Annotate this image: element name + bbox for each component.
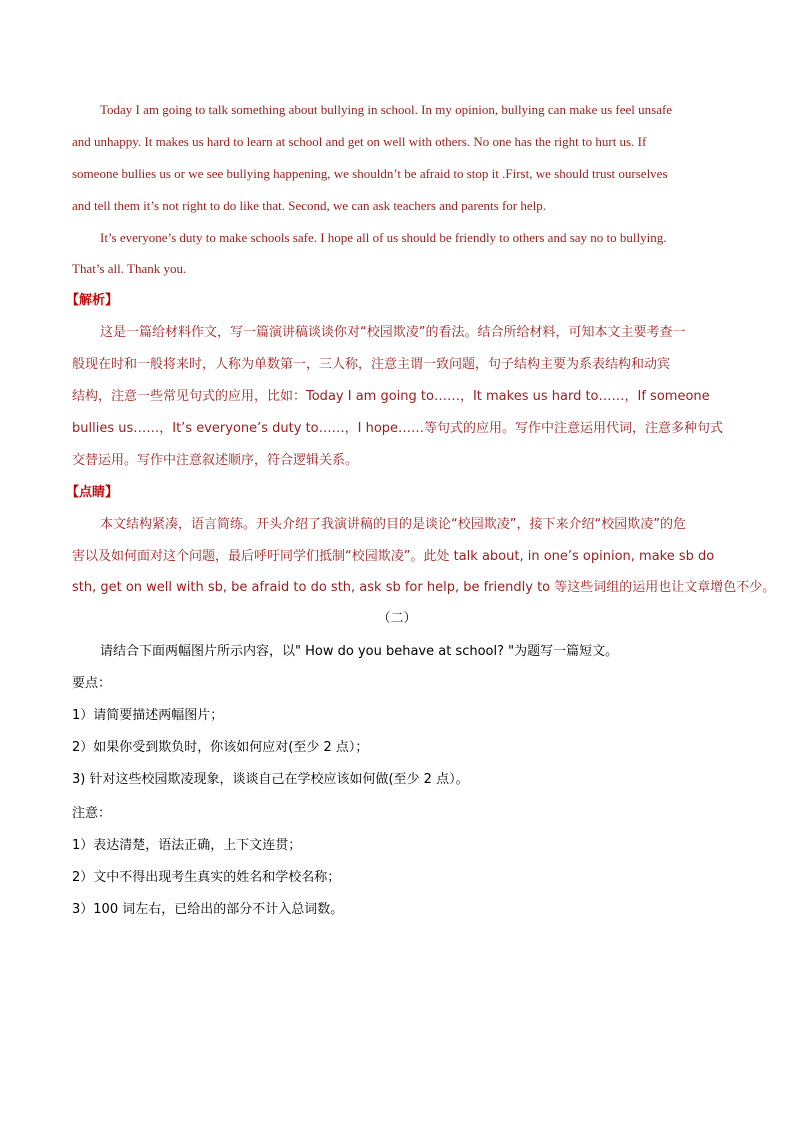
notes-label: 注意： xyxy=(72,806,112,821)
essay-line-3: someone bullies us or we see bullying happening, we shouldn’t be afraid to stop it .First, we should trust ourselves xyxy=(72,166,668,181)
point-1: 1）请简要描述两幅图片； xyxy=(72,708,224,723)
point-2: 2）如果你受到欺负时，你该如何应对(至少 2 点）； xyxy=(72,740,369,755)
essay-line-1: Today I am going to talk something about bullying in school. In my opinion, bullying can make us feel unsafe xyxy=(100,102,673,117)
highlight-line-1: 本文结构紧凑，语言简练。开头介绍了我演讲稿的目的是谈论“校园欺凌”，接下来介绍“校园欺凌”的危 xyxy=(100,517,686,532)
note-3: 3）100 词左右，已给出的部分不计入总词数。 xyxy=(72,902,344,917)
analysis-line-1: 这是一篇给材料作文，写一篇演讲稿谈谈你对“校园欺凌”的看法。结合所给材料，可知本文主要考查一 xyxy=(100,325,686,340)
essay-line-6: That’s all. Thank you. xyxy=(72,261,187,276)
essay-line-5: It’s everyone’s duty to make schools safe. I hope all of us should be friendly to others and say no to bullying. xyxy=(100,230,667,245)
analysis-line-3: 结构，注意一些常见句式的应用，比如：Today I am going to……，It makes us hard to……，If someone xyxy=(72,389,710,404)
points-label: 要点： xyxy=(72,676,112,691)
part2-title: （二） xyxy=(377,611,417,626)
analysis-line-4: bullies us……，It’s everyone’s duty to……，I hope……等句式的应用。写作中注意运用代词，注意多种句式 xyxy=(72,421,724,436)
essay-line-2: and unhappy. It makes us hard to learn at school and get on well with others. No one has the right to hurt us. If xyxy=(72,134,647,149)
note-1: 1）表达清楚，语法正确，上下文连贯； xyxy=(72,838,302,853)
part2-prompt: 请结合下面两幅图片所示内容，以" How do you behave at school? "为题写一篇短文。 xyxy=(100,644,619,659)
analysis-heading: 【解析】 xyxy=(66,293,119,308)
analysis-line-5: 交替运用。写作中注意叙述顺序，符合逻辑关系。 xyxy=(72,453,359,468)
analysis-line-2: 般现在时和一般将来时，人称为单数第一，三人称，注意主谓一致问题，句子结构主要为系表结构和动宾 xyxy=(72,357,671,372)
highlight-line-2: 害以及如何面对这个问题，最后呼吁同学们抵制“校园欺凌”。此处 talk about, in one’s opinion, make sb do xyxy=(72,549,715,564)
highlight-heading: 【点睛】 xyxy=(66,485,119,500)
essay-line-4: and tell them it’s not right to do like that. Second, we can ask teachers and parents for help. xyxy=(72,198,547,213)
point-3: 3) 针对这些校园欺凌现象，谈谈自己在学校应该如何做(至少 2 点）。 xyxy=(72,772,469,787)
highlight-line-3: sth, get on well with sb, be afraid to do sth, ask sb for help, be friendly to 等这些词组的运用也让文章增色不少。 xyxy=(72,580,776,595)
note-2: 2）文中不得出现考生真实的姓名和学校名称； xyxy=(72,870,341,885)
